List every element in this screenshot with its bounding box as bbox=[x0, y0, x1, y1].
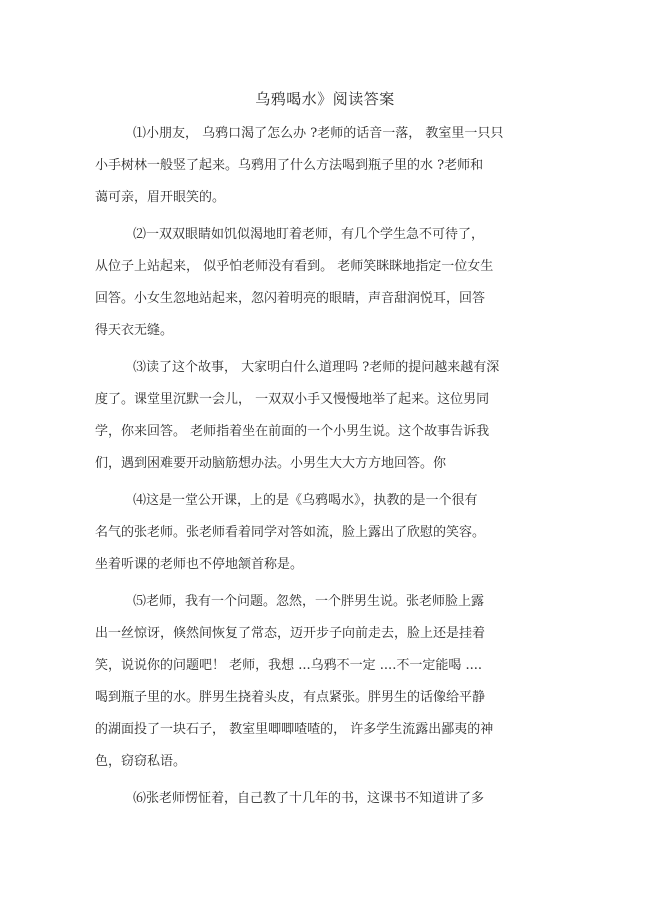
paragraph-line: 的湖面投了一块石子， 教室里唧唧喳喳的， 许多学生流露出鄙夷的神 bbox=[95, 722, 494, 737]
document-title: 乌鸦喝水》阅读答案 bbox=[255, 90, 395, 108]
paragraph-line: ⑸老师，我有一个问题。忽然，一个胖男生说。张老师脸上露 bbox=[133, 594, 485, 609]
paragraph-5 bbox=[95, 586, 565, 778]
paragraph-1 bbox=[95, 118, 565, 214]
document-body bbox=[95, 118, 565, 820]
paragraph-line: 喝到瓶子里的水。胖男生挠着头皮，有点紧张。胖男生的话像给平静 bbox=[95, 690, 486, 705]
paragraph-line: 从位子上站起来， 似乎怕老师没有看到。 老师笑眯眯地指定一位女生 bbox=[95, 259, 494, 274]
paragraph-2 bbox=[95, 219, 565, 347]
paragraph-line: 笑，说说你的问题吧！ 老师，我想 ...乌鸦不一定 ....不一定能喝 .... bbox=[95, 658, 482, 673]
paragraph-line: 蔼可亲，眉开眼笑的。 bbox=[95, 190, 226, 205]
paragraph-line: ⑹张老师愣怔着，自己教了十几年的书，这课书不知道讲了多 bbox=[133, 791, 485, 806]
paragraph-line: 坐着听课的老师也不停地颔首称是。 bbox=[95, 557, 304, 572]
paragraph-line: 们，遇到困难要开动脑筋想办法。小男生大大方方地回答。你 bbox=[95, 456, 447, 471]
paragraph-3 bbox=[95, 352, 565, 480]
paragraph-line: 回答。小女生忽地站起来，忽闪着明亮的眼睛，声音甜润悦耳，回答 bbox=[95, 291, 486, 306]
paragraph-line: 小手树林一般竖了起来。乌鸦用了什么方法喝到瓶子里的水 ?老师和 bbox=[95, 158, 484, 173]
paragraph-line: 学，你来回答。 老师指着坐在前面的一个小男生说。这个故事告诉我 bbox=[95, 424, 490, 439]
paragraph-6 bbox=[95, 783, 565, 815]
paragraph-line: 名气的张老师。张老师看着同学对答如流，脸上露出了欣慰的笑容。 bbox=[95, 525, 486, 540]
paragraph-line: 得天衣无缝。 bbox=[95, 323, 174, 338]
paragraph-line: 度了。课堂里沉默一会儿， 一双双小手又慢慢地举了起来。这位男同 bbox=[95, 392, 490, 407]
paragraph-line: ⑷这是一堂公开课，上的是《乌鸦喝水》，执教的是一个很有 bbox=[133, 493, 478, 508]
paragraph-line: 出一丝惊讶，倏然间恢复了常态，迈开步子向前走去，脸上还是挂着 bbox=[95, 626, 486, 641]
paragraph-line: ⑶读了这个故事， 大家明白什么道理吗 ?老师的提问越来越有深 bbox=[133, 360, 500, 375]
paragraph-line: ⑵一双双眼睛如饥似渴地盯着老师，有几个学生急不可待了， bbox=[133, 227, 485, 242]
paragraph-line: ⑴小朋友， 乌鸦口渴了怎么办 ?老师的话音一落， 教室里一只只 bbox=[133, 126, 504, 141]
paragraph-line: 色，窃窃私语。 bbox=[95, 754, 187, 769]
paragraph-4 bbox=[95, 485, 565, 581]
